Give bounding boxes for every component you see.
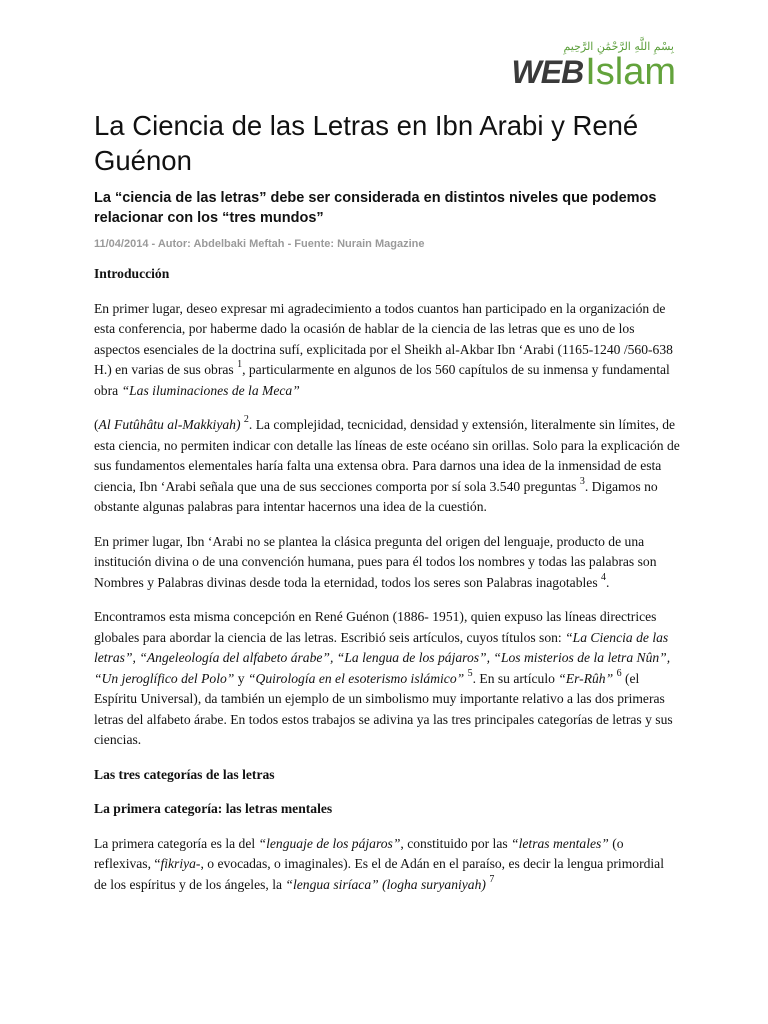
article-meta: 11/04/2014 - Autor: Abdelbaki Meftah - Fuente: Nurain Magazine [94, 238, 425, 250]
text: En primer lugar, Ibn ‘Arabi no se plantea la clásica pregunta del origen del lenguaje, producto de una institución divina o de una convención humana, pues para él todos los nombres y todas las palabras son Nombres y Palabras divinas desde toda la eternidad, todos los seres son Palabras inagotables [94, 533, 657, 590]
article-subtitle: La “ciencia de las letras” debe ser considerada en distintos niveles que podemos relacionar con los “tres mundos” [94, 190, 657, 226]
italic-text: “lengua siríaca” (logha suryaniyah) [285, 876, 486, 892]
footnote-ref[interactable]: 2 [243, 414, 249, 425]
footnote-ref[interactable]: 5 [467, 667, 473, 679]
paragraph-1 [94, 299, 680, 402]
text: y [234, 670, 248, 686]
text: (o reflexivas, “ [94, 835, 624, 871]
heading-intro: Introducción [94, 266, 170, 281]
heading-categories: Las tres categorías de las letras [94, 766, 275, 782]
text: . [606, 574, 610, 590]
italic-text: “La Ciencia de las letras”, “Angeleología del alfabeto árabe”, “La lengua de los pájaros”, “Los misterios de la letra Nûn”, “Un jeroglífico del Polo” [94, 629, 671, 686]
italic-text: “Quirología en el esoterismo islámico” [247, 670, 465, 686]
text: , constituido por las [400, 835, 512, 851]
italic-text: “Las iluminaciones de la Meca” [121, 382, 300, 398]
text: , particularmente en algunos de los 560 capítulos de su inmensa y fundamental obra [94, 362, 670, 398]
heading-first-category: La primera categoría: las letras mentales [94, 801, 333, 816]
footnote-ref[interactable]: 6 [616, 667, 622, 679]
text: En primer lugar, deseo expresar mi agradecimiento a todos cuantos han participado en la organización de esta conferencia, por haberme dado la ocasión de hablar de la ciencia de las letras que es uno de los aspectos esenciales de la doctrina sufí, explicitada por el Sheikh al-Akbar Ibn ‘Arabi (1165-1240 /560-638 H.) en varias de sus obras [94, 300, 673, 377]
logo-calligraphy: بِسْمِ اللَّهِ الرَّحْمَٰنِ الرَّحِيمِ [563, 40, 674, 53]
footnote-ref[interactable]: 3 [579, 475, 585, 487]
text: . La complejidad, tecnicidad, densidad y extensión, literalmente sin límites, de esta ciencia, no permiten indicar con detalle las líneas de este océano sin orillas. Solo para la explicación de sus fundamentos elementales haría falta una extensa obra. Para darnos una idea de la inmensidad de esta ciencia, Ibn ‘Arabi señala que una de sus secciones comporta por sí sola 3.540 preguntas [94, 417, 680, 494]
logo-islam-text: Islam [585, 51, 676, 93]
italic-text: “lenguaje de los pájaros” [258, 835, 401, 851]
text: . Digamos no obstante algunas palabras para intentar hacernos una idea de la cuestión. [94, 478, 658, 514]
footnote-ref[interactable]: 7 [489, 873, 495, 885]
paragraph-3 [94, 532, 680, 594]
italic-text: “letras mentales” [511, 835, 609, 851]
italic-text: “Er-Rûh” [558, 670, 614, 686]
text: . En su artículo [472, 670, 559, 686]
webislam-logo [512, 40, 676, 91]
footnote-ref[interactable]: 1 [237, 359, 243, 370]
paragraph-4 [94, 607, 680, 751]
italic-text: Al Futûhâtu al-Makkiyah) [98, 417, 241, 432]
text: ( [94, 417, 99, 432]
text: , o evocadas, o imaginales). Es el de Adán en el paraíso, es decir la lengua primordial de los espíritus y de los ángeles, la [94, 856, 664, 892]
text: La primera categoría es la del [94, 835, 259, 851]
text: Encontramos esta misma concepción en René Guénon (1886- 1951), quien expuso las líneas directrices globales para abordar la ciencia de las letras. Escribió seis artículos, cuyos títulos son: [94, 609, 657, 645]
article-title: La Ciencia de las Letras en Ibn Arabi y René Guénon [94, 110, 639, 176]
text: (el Espíritu Universal), da también un ejemplo de un simbolismo muy importante relativo a las dos primeras letras del alfabeto árabe. En todos estos trabajos se adivina ya las tres principales categorías de letras y sus ciencias. [94, 670, 673, 747]
italic-text: fikriya- [160, 856, 201, 871]
paragraph-2 [94, 415, 680, 518]
paragraph-5 [94, 834, 680, 896]
logo-web-text: WEB [511, 54, 584, 90]
footnote-ref[interactable]: 4 [601, 571, 607, 583]
article-body [94, 264, 680, 895]
article [94, 108, 680, 909]
